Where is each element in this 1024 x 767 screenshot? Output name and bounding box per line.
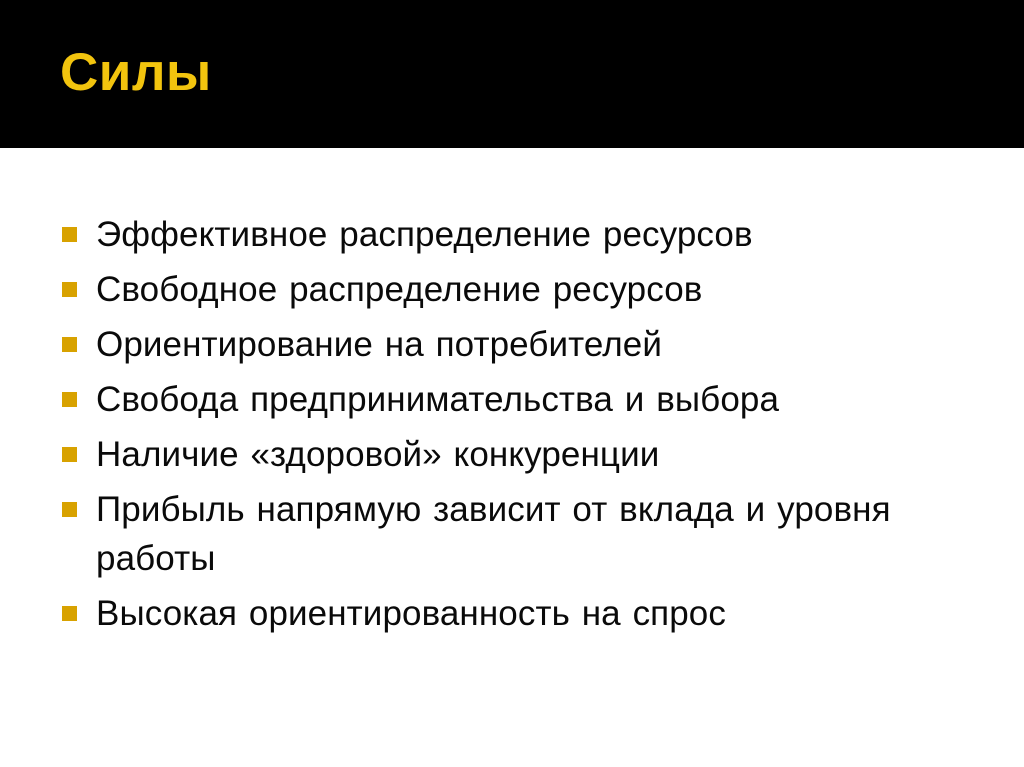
- list-item-label: Свободное распределение ресурсов: [96, 270, 703, 309]
- square-bullet-icon: [62, 502, 77, 517]
- list-item: [62, 265, 962, 314]
- list-item: [62, 589, 962, 638]
- page-title: Силы: [60, 43, 212, 102]
- list-item-label: Высокая ориентированность на спрос: [96, 594, 726, 633]
- list-item: [62, 320, 962, 369]
- square-bullet-icon: [62, 606, 77, 621]
- list-item-label: Ориентирование на потребителей: [96, 325, 662, 364]
- list-item-label: Свобода предпринимательства и выбора: [96, 380, 780, 419]
- list-item: [62, 430, 962, 479]
- slide-body: [0, 148, 1024, 767]
- square-bullet-icon: [62, 392, 77, 407]
- square-bullet-icon: [62, 227, 77, 242]
- square-bullet-icon: [62, 282, 77, 297]
- square-bullet-icon: [62, 337, 77, 352]
- list-item: [62, 375, 962, 424]
- square-bullet-icon: [62, 447, 77, 462]
- list-item: [62, 485, 962, 583]
- list-item-label: Наличие «здоровой» конкуренции: [96, 435, 660, 474]
- bullet-list: [62, 210, 962, 644]
- list-item: [62, 210, 962, 259]
- list-item-label: Эффективное распределение ресурсов: [96, 215, 753, 254]
- list-item-label: Прибыль напрямую зависит от вклада и уровня работы: [96, 490, 891, 578]
